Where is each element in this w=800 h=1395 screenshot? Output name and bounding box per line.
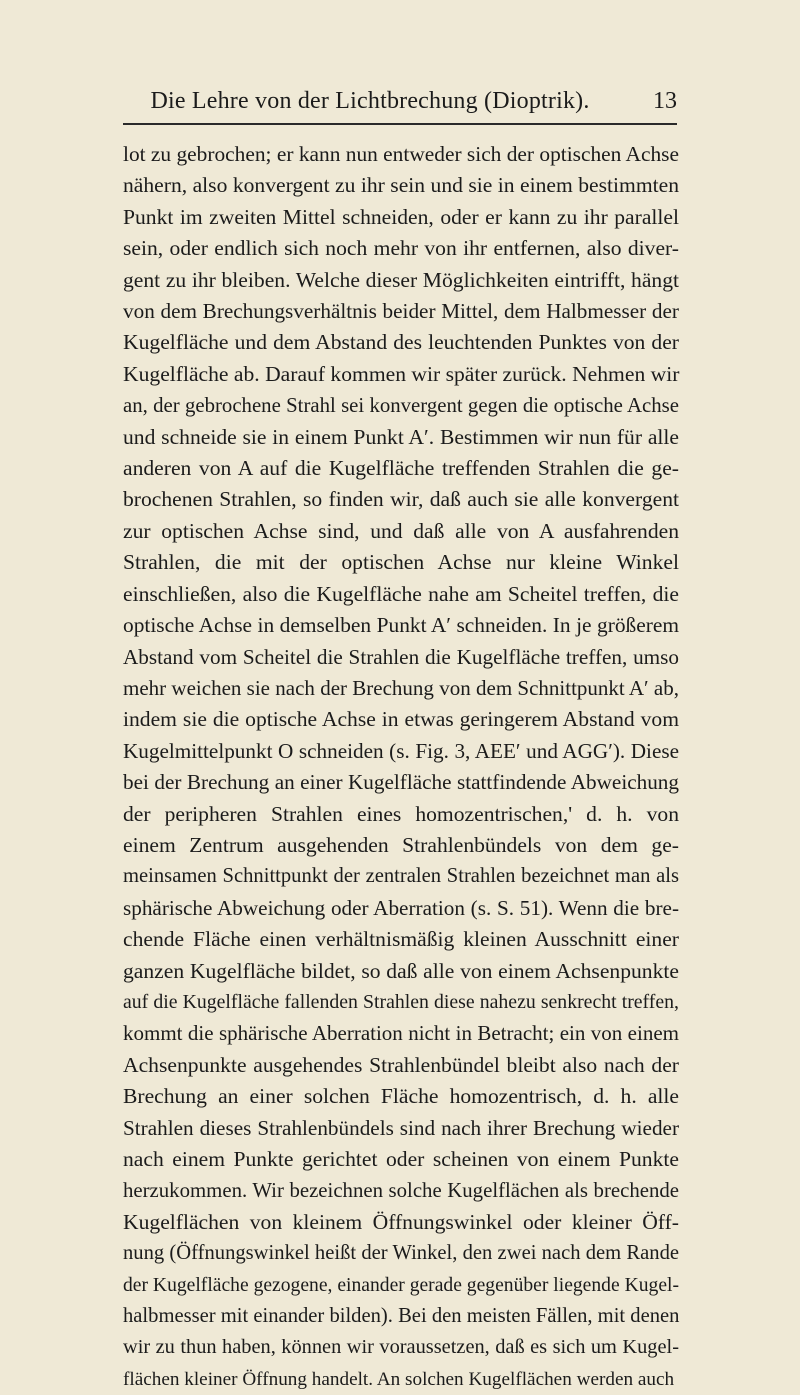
text-line: Kugelflächen von kleinem Öffnungswinkel oder kleiner Öff- [123, 1209, 679, 1234]
text-line: chende Fläche einen verhältnismäßig kleinen Ausschnitt einer [123, 927, 679, 952]
text-line: herzukommen. Wir bezeichnen solche Kugelflächen als brechende [123, 1179, 679, 1203]
text-line: von dem Brechungsverhältnis beider Mittel, dem Halbmesser der [123, 299, 679, 324]
page-number: 13 [653, 88, 677, 114]
text-line: auf die Kugelfläche fallenden Strahlen diese nahezu senkrecht treffen, [123, 990, 679, 1013]
text-line: zur optischen Achse sind, und daß alle von A ausfahrenden [123, 518, 679, 543]
text-line: nach einem Punkte gerichtet oder scheinen von einem Punkte [123, 1147, 679, 1171]
text-line: gent zu ihr bleiben. Welche dieser Möglichkeiten eintrifft, hängt [123, 267, 679, 292]
text-line: Punkt im zweiten Mittel schneiden, oder er kann zu ihr parallel [123, 204, 679, 229]
text-line: Kugelmittelpunkt O schneiden (s. Fig. 3, AEE′ und AGG′). Diese [123, 738, 679, 763]
text-line: ganzen Kugelfläche bildet, so daß alle von einem Achsenpunkte [123, 958, 679, 983]
text-line: optische Achse in demselben Punkt A′ schneiden. In je größerem [123, 613, 679, 638]
text-line: indem sie die optische Achse in etwas geringerem Abstand vom [123, 707, 679, 732]
text-line: der Kugelfläche gezogene, einander gerade gegenüber liegende Kugel- [123, 1274, 679, 1296]
text-line: Abstand vom Scheitel die Strahlen die Kugelfläche treffen, umso [123, 644, 679, 669]
text-line: halbmesser mit einander bilden). Bei den meisten Fällen, mit denen [123, 1305, 680, 1328]
text-line: an, der gebrochene Strahl sei konvergent gegen die optische Achse [123, 394, 679, 418]
text-line: sein, oder endlich sich noch mehr von ihr entfernen, also diver- [123, 236, 679, 261]
header-rule [123, 123, 677, 125]
text-line: und schneide sie in einem Punkt A′. Bestimmen wir nun für alle [123, 424, 679, 449]
text-line: Brechung an einer solchen Fläche homozentrisch, d. h. alle [123, 1084, 679, 1109]
header-title: Die Lehre von der Lichtbrechung (Dioptrik). [150, 88, 590, 114]
text-line: Kugelfläche und dem Abstand des leuchtenden Punktes von der [123, 330, 679, 355]
text-line: lot zu gebrochen; er kann nun entweder sich der optischen Achse [123, 142, 679, 166]
text-line: kommt die sphärische Aberration nicht in Betracht; ein von einem [123, 1021, 679, 1046]
body-text [123, 139, 679, 1395]
text-line: einschließen, also die Kugelfläche nahe am Scheitel treffen, die [123, 581, 679, 606]
text-line: nung (Öffnungswinkel heißt der Winkel, den zwei nach dem Rande [123, 1242, 679, 1265]
text-line: brochenen Strahlen, so finden wir, daß auch sie alle konvergent [123, 487, 679, 512]
text-line: meinsamen Schnittpunkt der zentralen Strahlen bezeichnet man als [123, 865, 679, 888]
text-line: bei der Brechung an einer Kugelfläche stattfindende Abweichung [123, 770, 679, 795]
text-line: sphärische Abweichung oder Aberration (s. S. 51). Wenn die bre- [123, 895, 679, 920]
text-line: der peripheren Strahlen eines homozentrischen,' d. h. von [123, 801, 679, 826]
text-line: einem Zentrum ausgehenden Strahlenbündels von dem ge- [123, 832, 679, 857]
text-line: nähern, also konvergent zu ihr sein und sie in einem bestimmten [123, 173, 679, 198]
text-line: flächen kleiner Öffnung handelt. An solchen Kugelflächen werden auch [123, 1368, 675, 1390]
text-line: Achsenpunkte ausgehendes Strahlenbündel bleibt also nach der [123, 1052, 679, 1077]
text-line: Strahlen dieses Strahlenbündels sind nach ihrer Brechung wieder [123, 1115, 679, 1140]
text-line: Kugelfläche ab. Darauf kommen wir später zurück. Nehmen wir [123, 361, 680, 386]
running-header [123, 88, 677, 118]
text-line: mehr weichen sie nach der Brechung von dem Schnittpunkt A′ ab, [123, 675, 679, 700]
text-line: anderen von A auf die Kugelfläche treffenden Strahlen die ge- [123, 456, 679, 481]
text-line: Strahlen, die mit der optischen Achse nur kleine Winkel [123, 550, 679, 575]
text-line: wir zu thun haben, können wir voraussetzen, daß es sich um Kugel- [123, 1336, 679, 1359]
